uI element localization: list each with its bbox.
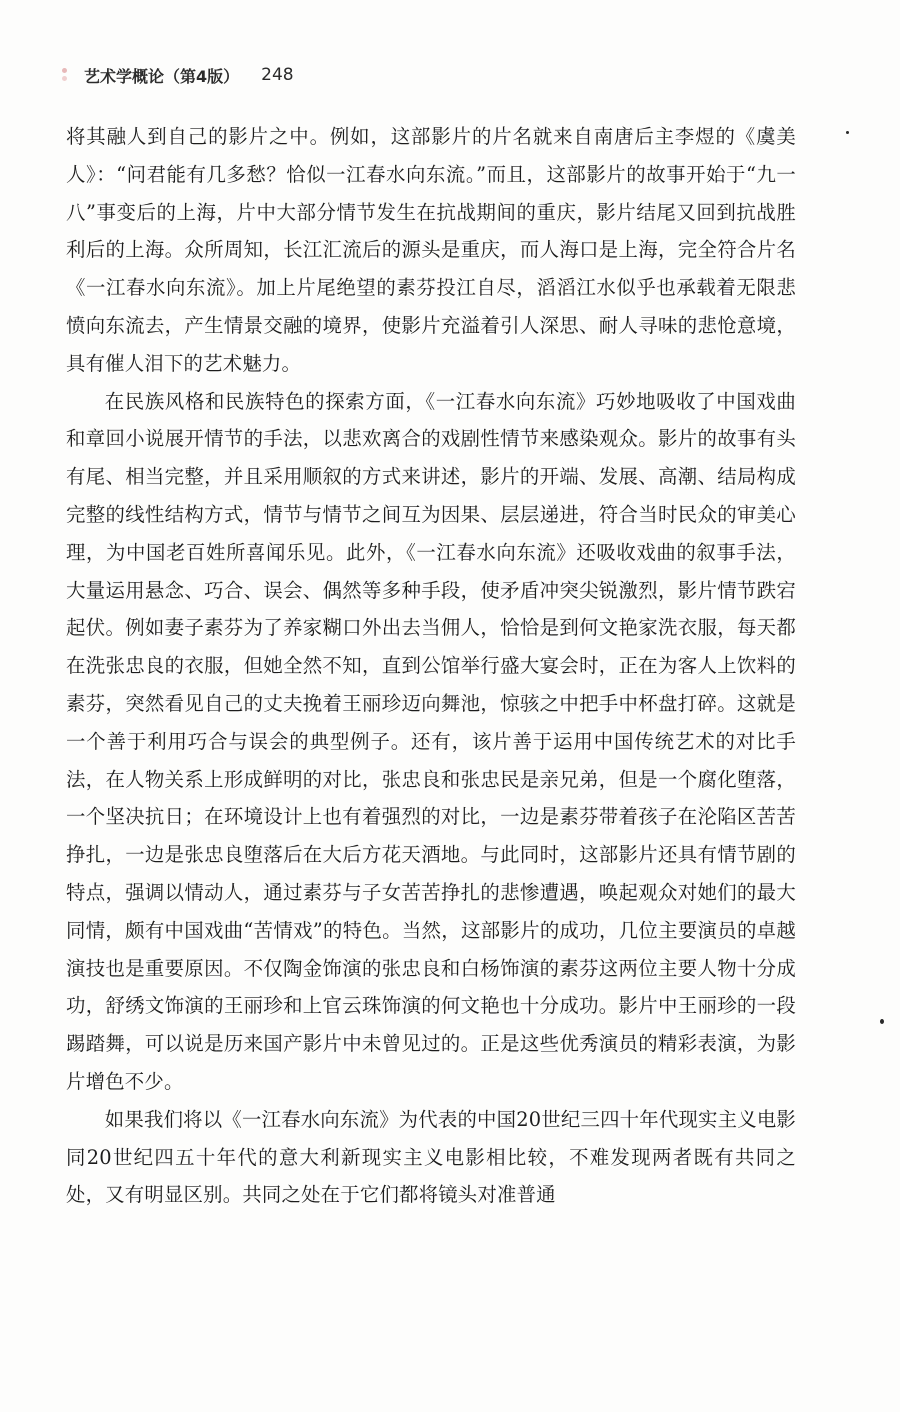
paragraph-3: 如果我们将以《一江春水向东流》为代表的中国20世纪三四十年代现实主义电影同20世纪四五十年代的意大利新现实主义电影相比较，不难发现两者既有共同之处，又有明显区别。共同之处在于它们都将镜头对准普通 [66,1107,796,1207]
scan-speck [880,1019,884,1024]
page-number: 248 [261,65,294,85]
scan-speck [846,131,849,134]
paragraph-2: 在民族风格和民族特色的探索方面，《一江春水向东流》巧妙地吸收了中国戏曲和章回小说展开情节的手法，以悲欢离合的戏剧性情节来感染观众。影片的故事有头有尾、相当完整，并且采用顺叙的方式来讲述，影片的开端、发展、高潮、结局构成完整的线性结构方式，情节与情节之间互为因果、层层递进，符合当时民众的审美心理，为中国老百姓所喜闻乐见。此外，《一江春水向东流》还吸收戏曲的叙事手法，大量运用悬念、巧合、误会、偶然等多种手段，使矛盾冲突尖锐激烈，影片情节跌宕起伏。例如妻子素芬为了养家糊口外出去当佣人，恰恰是到何文艳家洗衣服，每天都在洗张忠良的衣服，但她全然不知，直到公馆举行盛大宴会时，正在为客人上饮料的素芬，突然看见自己的丈夫挽着王丽珍迈向舞池，惊骇之中把手中杯盘打碎。这就是一个善于利用巧合与误会的典型例子。还有，该片善于运用中国传统艺术的对比手法，在人物关系上形成鲜明的对比，张忠良和张忠民是亲兄弟，但是一个腐化堕落，一个坚决抗日；在环境设计上也有着强烈的对比，一边是素芬带着孩子在沦陷区苦苦挣扎，一边是张忠良堕落后在大后方花天酒地。与此同时，这部影片还具有情节剧的特点，强调以情动人，通过素芬与子女苦苦挣扎的悲惨遭遇，唤起观众对她们的最大同情，颇有中国戏曲“苦情戏”的特色。当然，这部影片的成功，几位主要演员的卓越演技也是重要原因。不仅陶金饰演的张忠良和白杨饰演的素芬这两位主要人物十分成功，舒绣文饰演的王丽珍和上官云珠饰演的何文艳也十分成功。影片中王丽珍的一段踢踏舞，可以说是历来国产影片中未曾见过的。正是这些优秀演员的精彩表演，为影片增色不少。 [66,389,796,1093]
paragraph-1: 将其融人到自己的影片之中。例如，这部影片的片名就来自南唐后主李煜的《虞美人》：“问君能有几多愁？恰似一江春水向东流。”而且，这部影片的故事开始于“九一八”事变后的上海，片中大部分情节发生在抗战期间的重庆，影片结尾又回到抗战胜利后的上海。众所周知，长江汇流后的源头是重庆，而人海口是上海，完全符合片名《一江春水向东流》。加上片尾绝望的素芬投江自尽，滔滔江水似乎也承载着无限悲愤向东流去，产生情景交融的境界，使影片充溢着引人深思、耐人寻味的悲怆意境，具有催人泪下的艺术魅力。 [66,125,796,375]
header-book-title: 艺术学概论（第4版） [84,66,240,86]
running-header [60,62,294,88]
header-ornament-icon [60,65,70,85]
body-text [66,118,796,1214]
